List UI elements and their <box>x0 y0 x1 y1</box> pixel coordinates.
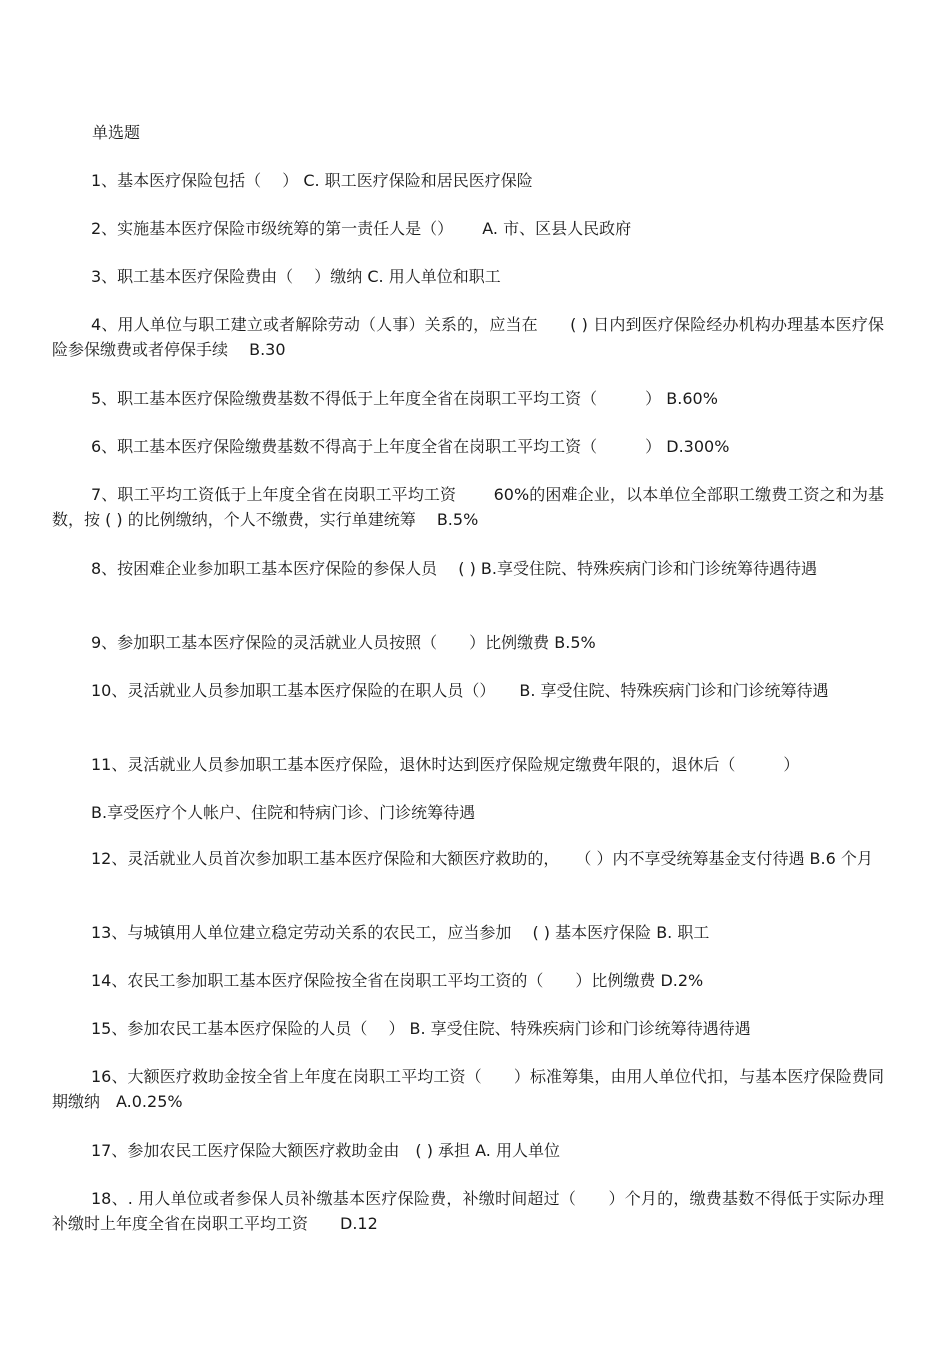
question-7: 7、职工平均工资低于上年度全省在岗职工平均工资 60%的困难企业，以本单位全部职工缴费工资之和为基数，按 ( ) 的比例缴纳，个人不缴费，实行单建统筹 B.5% <box>52 485 884 529</box>
question-5: 5、职工基本医疗保险缴费基数不得低于上年度全省在岗职工平均工资（ ） B.60% <box>91 389 718 408</box>
question-13: 13、与城镇用人单位建立稳定劳动关系的农民工，应当参加 ( ) 基本医疗保险 B. 职工 <box>91 923 710 942</box>
question-16: 16、大额医疗救助金按全省上年度在岗职工平均工资（ ）标准筹集，由用人单位代扣，与基本医疗保险费同期缴纳 A.0.25% <box>52 1067 884 1111</box>
question-9: 9、参加职工基本医疗保险的灵活就业人员按照（ ）比例缴费 B.5% <box>91 633 596 652</box>
question-3: 3、职工基本医疗保险费由（ ）缴纳 C. 用人单位和职工 <box>91 267 501 286</box>
question-2: 2、实施基本医疗保险市级统筹的第一责任人是（） A. 市、区县人民政府 <box>91 219 632 238</box>
question-11: 11、灵活就业人员参加职工基本医疗保险，退休时达到医疗保险规定缴费年限的，退休后（ ） <box>91 755 800 774</box>
question-12: 12、灵活就业人员首次参加职工基本医疗保险和大额医疗救助的， （ ）内不享受统筹基金支付待遇 B.6 个月 <box>91 849 873 868</box>
question-4: 4、用人单位与职工建立或者解除劳动（人事）关系的，应当在 ( ) 日内到医疗保险经办机构办理基本医疗保险参保缴费或者停保手续 B.30 <box>52 315 884 359</box>
question-14: 14、农民工参加职工基本医疗保险按全省在岗职工平均工资的（ ）比例缴费 D.2% <box>91 971 704 990</box>
question-11-answer: B.享受医疗个人帐户、住院和特病门诊、门诊统筹待遇 <box>91 803 476 822</box>
question-8: 8、按困难企业参加职工基本医疗保险的参保人员 ( ) B.享受住院、特殊疾病门诊和门诊统筹待遇待遇 <box>91 559 817 578</box>
question-17: 17、参加农民工医疗保险大额医疗救助金由 ( ) 承担 A. 用人单位 <box>91 1141 560 1160</box>
section-heading: 单选题 <box>92 123 141 142</box>
question-15: 15、参加农民工基本医疗保险的人员（ ） B. 享受住院、特殊疾病门诊和门诊统筹待遇待遇 <box>91 1019 751 1038</box>
question-18: 18、. 用人单位或者参保人员补缴基本医疗保险费，补缴时间超过（ ）个月的，缴费基数不得低于实际办理补缴时上年度全省在岗职工平均工资 D.12 <box>52 1189 884 1233</box>
question-1: 1、基本医疗保险包括（ ） C. 职工医疗保险和居民医疗保险 <box>91 171 533 190</box>
question-10: 10、灵活就业人员参加职工基本医疗保险的在职人员（） B. 享受住院、特殊疾病门诊和门诊统筹待遇 <box>91 681 829 700</box>
question-6: 6、职工基本医疗保险缴费基数不得高于上年度全省在岗职工平均工资（ ） D.300% <box>91 437 730 456</box>
